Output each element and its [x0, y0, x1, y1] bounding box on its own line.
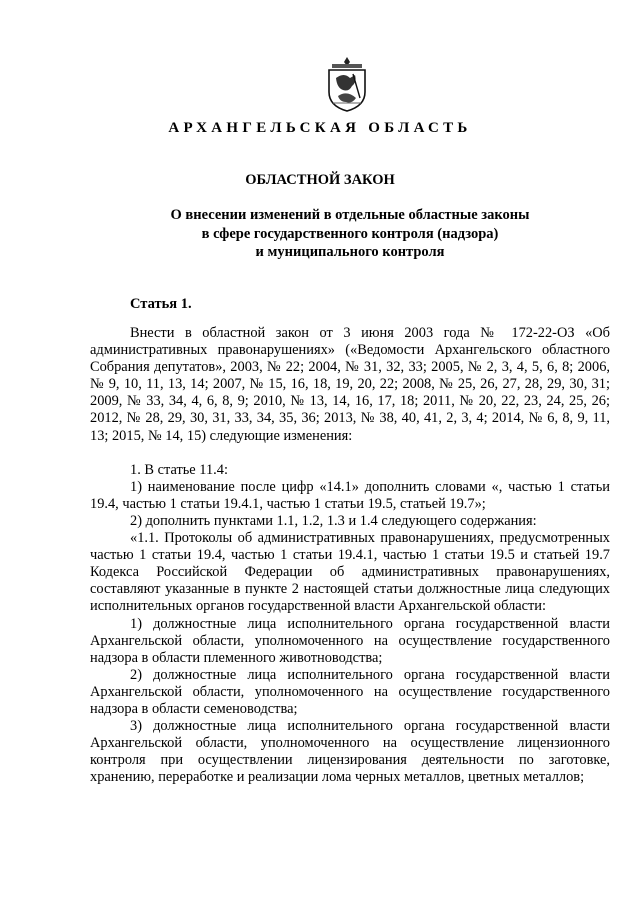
region-name: АРХАНГЕЛЬСКАЯ ОБЛАСТЬ: [168, 120, 472, 136]
law-title-line: и муниципального контроля: [255, 244, 445, 260]
law-title-line: в сфере государственного контроля (надзора): [201, 225, 499, 242]
paragraph-official-1: 1) должностные лица исполнительного органа государственной власти Архангельской области, уполномоченного на осуществление государственного надзора в области племенного животноводства;: [90, 615, 610, 666]
paragraph-official-3: 3) должностные лица исполнительного органа государственной власти Архангельской области, уполномоченного на осуществление лицензионного контроля при осуществлении лицензирования деятельности по заготовке, хранению, переработке и реализации лома черных металлов, цветных металлов;: [90, 718, 610, 786]
paragraph-official-2: 2) должностные лица исполнительного органа государственной власти Архангельской области, уполномоченного на осуществление государственного надзора в области семеноводства;: [90, 666, 610, 717]
paragraph-subitem-1: 1) наименование после цифр «14.1» дополнить словами «, частью 1 статьи 19.4, частью 1 статьи 19.4.1, частью 1 статьи 19.5, статьей 19.7»;: [90, 478, 610, 512]
article-body: [90, 325, 610, 786]
law-title-line: О внесении изменений в отдельные областные законы: [170, 207, 530, 223]
paragraph-subitem-2: 2) дополнить пунктами 1.1, 1.2, 1.3 и 1.4 следующего содержания:: [130, 512, 537, 529]
article-heading: Статья 1.: [130, 296, 192, 312]
paragraph-item-1: 1. В статье 11.4:: [130, 461, 228, 478]
law-type: ОБЛАСТНОЙ ЗАКОН: [245, 172, 395, 188]
paragraph-amendment-intro: Внести в областной закон от 3 июня 2003 года № 172-22-ОЗ «Об административных правонарушениях» («Ведомости Архангельского областного Собрания депутатов», 2003, № 22; 2004, № 31, 32, 33; 2005, № 2, 3, 4, 5, 6, 8; 2006, № 9, 10, 11, 13, 14; 2007, № 15, 16, 18, 19, 20, 22; 2008, № 25, 26, 27, 28, 29, 30, 31; 2009, № 33, 34, 4, 6, 8, 9; 2010, № 13, 14, 16, 17, 18; 2011, № 20, 22, 23, 24, 25, 26; 2012, № 28, 29, 30, 31, 33, 34, 35, 36; 2013, № 38, 40, 41, 2, 3, 4; 2014, № 6, 8, 9, 11, 13; 2015, № 14, 15) следующие изменения:: [90, 325, 610, 444]
coat-of-arms-icon: [324, 56, 370, 112]
paragraph-clause-1-1: «1.1. Протоколы об административных правонарушениях, предусмотренных частью 1 статьи 19.4, частью 1 статьи 19.4.1, частью 1 статьи 19.5 и статьей 19.7 Кодекса Российской Федерации об административных правонарушениях, составляют указанные в пункте 2 настоящей статьи должностные лица следующих исполнительных органов государственной власти Архангельской области:: [90, 530, 610, 615]
law-title: [100, 206, 600, 262]
